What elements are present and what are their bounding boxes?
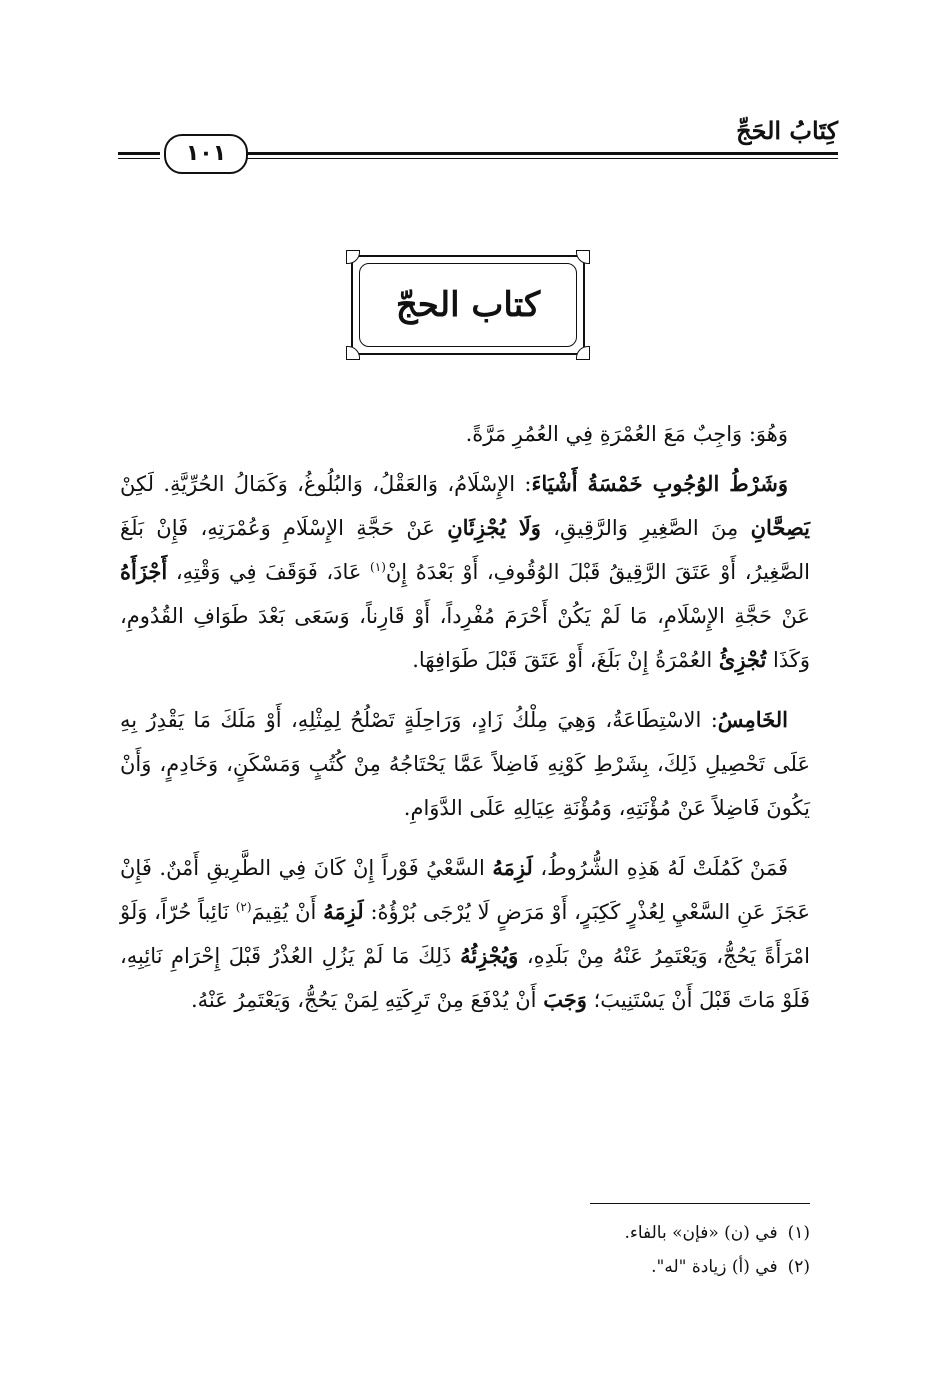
bold-term: تُجْزِئُ	[718, 647, 767, 672]
footnote-text: في (ن) «فإن» بالفاء.	[624, 1223, 778, 1243]
text-run: ذَلِكَ مَا لَمْ يَزُلِ العُذْرُ قَبْلَ إِحْرَامِ نَائِبِهِ، فَلَوْ مَاتَ قَبْلَ أَنْ يَسْتَنِيبَ؛	[120, 944, 810, 1012]
page-header	[118, 108, 838, 168]
footnote	[120, 1216, 810, 1250]
chapter-title-frame	[351, 255, 585, 355]
bold-term: وَشَرْطُ الوُجُوبِ خَمْسَةُ أَشْيَاءَ	[531, 471, 789, 496]
text-run: أَنْ يُقِيمَ	[251, 900, 324, 924]
bold-term: وَلَا يُجْزِئَانِ	[447, 515, 541, 540]
footnote-number: (١)	[787, 1223, 810, 1243]
footnote	[120, 1250, 810, 1284]
bold-term: لَزِمَهُ	[492, 855, 533, 880]
text-run: عَادَ، فَوَقَفَ فِي وَقْتِهِ،	[167, 560, 371, 584]
bold-term: يَصِحَّانِ	[750, 515, 810, 540]
header-rule	[238, 152, 838, 159]
chapter-title: كتاب الحجّ	[395, 285, 541, 325]
bold-term: الخَامِسُ	[717, 707, 788, 732]
footnote-rule	[590, 1203, 810, 1204]
body-text	[120, 412, 810, 1038]
page-number: ١٠١	[164, 134, 248, 174]
text-run: العُمْرَةُ إِنْ بَلَغَ، أَوْ عَتَقَ قَبْلَ طَوَافِهَا.	[412, 648, 719, 672]
text-run: السَّعْيُ فَوْراً إِنْ كَانَ فِي الطَّرِيقِ أَمْنٌ. فَإِنْ عَجَزَ عَنِ السَّعْيِ لِعُذْرٍ كَكِبَرٍ، أَوْ مَرَضٍ لَا يُرْجَى بُرْؤُهُ:	[120, 856, 810, 924]
paragraph	[120, 698, 810, 830]
chapter-title-inner	[359, 263, 577, 347]
text-run: وَهُوَ: وَاجِبٌ مَعَ العُمْرَةِ فِي العُمُرِ مَرَّةً.	[465, 422, 788, 446]
bold-term: أَجْزَأَهُ	[120, 559, 168, 584]
text-run: مِنَ الصَّغِيرِ وَالرَّقِيقِ،	[540, 516, 751, 540]
paragraph	[120, 412, 810, 456]
text-run: عَنْ حَجَّةِ الإِسْلَامِ وَعُمْرَتِهِ، فَإِنْ بَلَغَ الصَّغِيرُ، أَوْ عَتَقَ الرَّقِيقُ قَبْلَ الوُقُوفِ، أَوْ بَعْدَهُ إِنْ	[120, 516, 810, 584]
header-rule-left	[118, 152, 160, 159]
text-run: : الاسْتِطَاعَةُ، وَهِيَ مِلْكُ زَادٍ، وَرَاحِلَةٍ تَصْلُحُ لِمِثْلِهِ، أَوْ مَلَكَ مَا يَقْدِرُ بِهِ عَلَى تَحْصِيلِ ذَلِكَ، بِشَرْطِ كَوْنِهِ فَاضِلاً عَمَّا يَحْتَاجُهُ مِنْ كُتُبٍ وَمَسْكَنٍ، وَخَادِمٍ، وَأَنْ يَكُونَ فَاضِلاً عَنْ مُؤْنَتِهِ، وَمُؤْنَةِ عِيَالِهِ عَلَى الدَّوَامِ.	[120, 708, 810, 820]
frame-corner	[346, 346, 360, 360]
frame-corner	[576, 346, 590, 360]
footnotes	[120, 1216, 810, 1284]
footnote-text: في (أ) زيادة "له".	[651, 1257, 778, 1277]
bold-term: وَيُجْزِئُهُ	[460, 943, 519, 968]
paragraph	[120, 462, 810, 682]
frame-corner	[346, 250, 360, 264]
paragraph	[120, 846, 810, 1022]
text-run: عَنْ حَجَّةِ الإِسْلَامِ، مَا لَمْ يَكُنْ أَحْرَمَ مُفْرِداً، أَوْ قَارِناً، وَسَعَى بَعْدَ طَوَافِ القُدُومِ، وَكَذَا	[120, 604, 810, 672]
frame-corner	[576, 250, 590, 264]
bold-term: لَزِمَهُ	[323, 899, 364, 924]
footnote-ref: (١)	[370, 560, 386, 574]
running-head-title: كِتَابُ الحَجِّ	[736, 116, 838, 145]
text-run: أَنْ يُدْفَعَ مِنْ تَرِكَتِهِ لِمَنْ يَحُجُّ، وَيَعْتَمِرُ عَنْهُ.	[190, 988, 544, 1012]
bold-term: وَجَبَ	[543, 987, 587, 1012]
footnote-number: (٢)	[787, 1257, 810, 1277]
footnote-ref: (٢)	[235, 900, 252, 914]
text-run: فَمَنْ كَمُلَتْ لَهُ هَذِهِ الشُّرُوطُ،	[532, 856, 788, 880]
text-run: نَائِباً حُرّاً، وَلَوْ امْرَأَةً يَحُجُّ، وَيَعْتَمِرُ عَنْهُ مِنْ بَلَدِهِ،	[120, 900, 810, 968]
text-run: : الإِسْلَامُ، وَالعَقْلُ، وَالبُلُوغُ، وَكَمَالُ الحُرِّيَّةِ. لَكِنْ	[120, 472, 532, 496]
